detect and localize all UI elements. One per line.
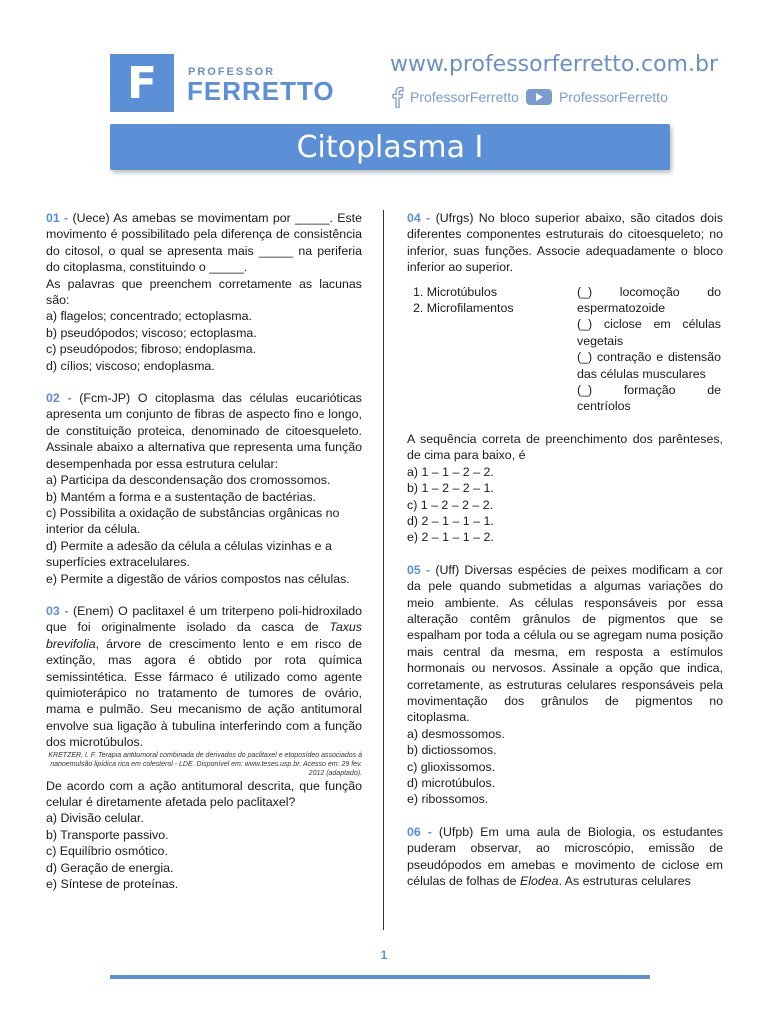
youtube-handle[interactable]: ProfessorFerretto [558,89,668,105]
social-links [390,86,668,108]
question-prompt: De acordo com a ação antitumoral descrita, que função celular é diretamente afetada pelo paclitaxel? [46,778,362,809]
option-d: d) Permite a adesão da célula a células vizinhas e a superfícies extracelulares. [46,538,332,570]
component-item: 2. Microfilamentos [413,301,514,316]
column-divider [383,210,384,930]
function-item: (_) formação de centríolos [577,383,721,414]
page-title: Citoplasma I [296,129,484,165]
option-a: a) 1 – 1 – 2 – 2. [407,464,494,479]
citation: KRETZER, I. F. Terapia antitumoral combinada de derivados do paclitaxel e etoposídeo associados à nanoemulsão lipídica rica em colesterol - LDE. Disponível em: www.teses.usp.br. Acesso em: 29 fev. 2012 (adaptado). [48,751,362,777]
function-item: (_) contração e distensão das células musculares [577,350,721,381]
question-number: 04 - [407,211,431,225]
option-b: b) Mantém a forma e a sustentação de bactérias. [46,489,316,504]
question-number: 02 - [46,391,72,406]
species-name: Elodea [519,874,559,889]
option-c: c) glioxissomos. [407,759,496,774]
left-column [46,210,362,892]
question-text: (Ufrgs) No bloco superior abaixo, são citados dois diferentes componentes estruturais do citoesqueleto; no inferior, suas funções. Associe adequadamente o bloco inferior ao superior. [407,211,723,275]
option-a: a) Participa da descondensação dos cromossomos. [46,473,331,488]
question-text: (Ufpb) Em uma aula de Biologia, os estudantes puderam observar, ao microscópio, emissão de pseudópodos em amebas e movimento de ciclose em células de folhas de [407,824,723,889]
functions-list [577,284,721,415]
logo-professor-text: PROFESSOR [188,66,276,78]
question-text-cont: , árvore de crescimento lento e em risco de extinção, mas agora é obtido por rota química semissintética. Esse fármaco é utilizado como agente quimioterápico no tratamento de tumores de ovário, mama e pulmão. Seu mecanismo de ação antitumoral envolve sua ligação à tubulina interferindo com a função dos microtúbulos. [46,636,362,750]
option-d: d) cílios; viscoso; endoplasma. [46,358,215,373]
question-03 [46,603,362,893]
facebook-handle[interactable]: ProfessorFerretto [410,89,519,105]
species-name: Taxus brevifolia [46,620,362,651]
question-text-cont: . As estruturas celulares [558,874,691,889]
question-number: 06 - [407,824,432,839]
logo-ferretto-text: FERRETTO [187,76,335,106]
question-number: 03 - [46,603,69,618]
question-06 [407,824,723,890]
option-b: b) dictiossomos. [407,743,497,758]
option-d: d) 2 – 1 – 1 – 1. [407,513,494,528]
question-05 [407,562,723,808]
question-01 [46,210,362,374]
component-item: 1. Microtúbulos [413,284,498,299]
option-b: b) pseudópodos; viscoso; ectoplasma. [46,325,257,340]
facebook-icon[interactable] [390,86,404,108]
option-e: e) Permite a digestão de vários compostos nas células. [46,571,350,586]
option-e: e) 2 – 1 – 1 – 2. [407,530,494,545]
title-banner [110,124,670,170]
question-prompt: A sequência correta de preenchimento dos parênteses, de cima para baixo, é [407,431,723,463]
page-number: 1 [380,948,388,962]
option-b: b) 1 – 2 – 2 – 1. [407,481,494,496]
question-04 [407,210,723,546]
right-column [407,210,723,889]
question-text: (Uff) Diversas espécies de peixes modificam a cor da pele quando submetidas a algumas variações do meio ambiente. As células responsáveis por essa alteração contêm grânulos de pigmentos que se espalham por toda a célula ou se agregam numa posição mais central da mesma, em resposta a estímulos hormonais ou nervosos. Assinale a opção que indica, corretamente, as estruturas celulares responsáveis pela movimentação dos grânulos de pigmentos no citoplasma. [407,562,723,725]
youtube-icon[interactable] [525,88,553,106]
footer-rule [110,975,650,979]
option-c: c) 1 – 2 – 2 – 2. [407,497,494,512]
question-text: (Fcm-JP) O citoplasma das células eucarióticas apresenta um conjunto de fibras de aspecto fino e longo, de constituição proteica, denominado de citoesqueleto. Assinale abaixo a alternativa que representa uma função desempenhada por essa estrutura celular: [46,391,362,471]
site-url-link[interactable]: www.professorferretto.com.br [390,52,718,77]
logo-mark: F [110,54,174,112]
question-text: (Enem) O paclitaxel é um triterpeno poli-hidroxilado que foi originalmente isolado da casca de [46,603,362,635]
function-item: (_) ciclose em células vegetais [577,317,721,348]
question-02 [46,390,362,587]
option-a: a) Divisão celular. [46,811,144,826]
option-a: a) desmossomos. [407,726,505,741]
option-d: d) Geração de energia. [46,860,174,875]
option-e: e) ribossomos. [407,792,489,807]
option-e: e) Síntese de proteínas. [46,877,179,892]
option-a: a) flagelos; concentrado; ectoplasma. [46,309,252,324]
option-d: d) microtúbulos. [407,776,496,790]
question-number: 01 - [46,211,69,225]
option-c: c) pseudópodos; fibroso; endoplasma. [46,342,257,357]
question-number: 05 - [407,562,431,577]
option-c: c) Possibilita a oxidação de substâncias orgânicas no interior da célula. [46,505,340,537]
matching-table [407,284,723,415]
function-item: (_) locomoção do espermatozoide [577,284,721,316]
question-prompt: As palavras que preenchem corretamente as lacunas são: [46,276,362,308]
option-b: b) Transporte passivo. [46,827,169,842]
question-text: (Uece) As amebas se movimentam por _____. Este movimento é possibilitado pela diferença de consistência do citosol, o qual se apresenta mais _____ na periferia do citoplasma, constituindo o _____. [46,211,362,275]
option-c: c) Equilíbrio osmótico. [46,844,168,859]
components-list [407,284,573,415]
